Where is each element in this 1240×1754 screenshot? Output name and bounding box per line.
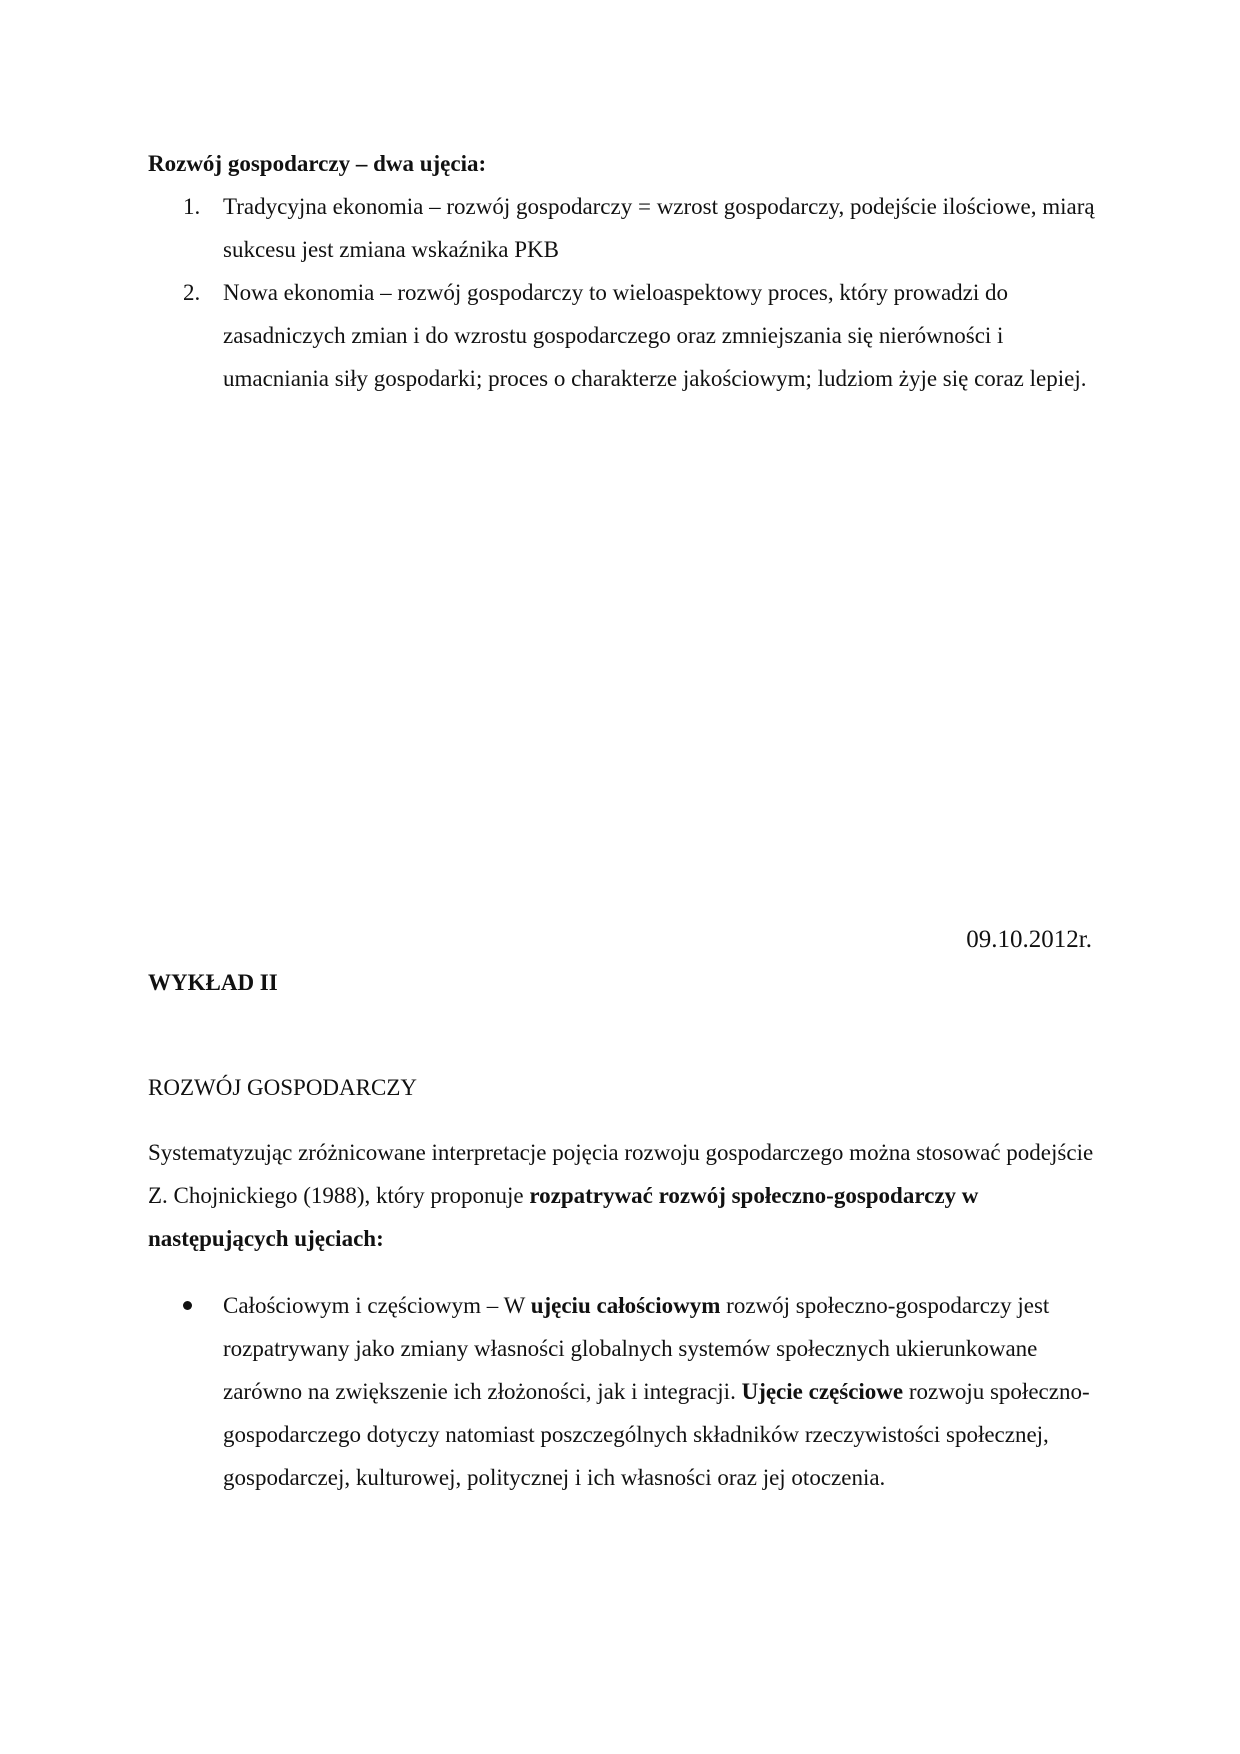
- lecture-title: WYKŁAD II: [148, 970, 278, 995]
- list-item-lead: Nowa ekonomia: [223, 280, 375, 305]
- list-item-text: – rozwój gospodarczy to wieloaspektowy proces, który prowadzi do zasadniczych zmian i do wzrostu gospodarczego oraz zmniejszania się nierówności i umacniania siły gospodarki; proces o charakterze jakościowym; ludziom żyje się coraz lepiej.: [223, 280, 1087, 391]
- intro-text: Systematyzując zróżnicowane interpretacje pojęcia rozwoju gospodarczego można stosować podejście Z. Chojnickiego (1988), który proponuje: [148, 1140, 1094, 1208]
- list-number: 2.: [183, 280, 201, 305]
- section-heading: Rozwój gospodarczy – dwa ujęcia:: [148, 151, 487, 176]
- section-economic-development-approaches: [148, 142, 1098, 400]
- bullet-text-part: Całościowym i częściowym – W: [223, 1293, 531, 1318]
- list-item: [148, 185, 1098, 271]
- intro-paragraph: [148, 1131, 1098, 1260]
- bullet-dot-icon: [183, 1301, 192, 1310]
- list-item: [148, 271, 1098, 400]
- intro-bold-text: rozpatrywać rozwój społeczno-gospodarczy w następujących ujęciach:: [148, 1183, 979, 1251]
- list-item-text: – rozwój gospodarczy = wzrost gospodarczy, podejście ilościowe, miarą sukcesu jest zmiana wskaźnika PKB: [223, 194, 1095, 262]
- bullet-text-part: rozwoju społeczno-gospodarczego dotyczy natomiast poszczególnych składników rzeczywistości społecznej, gospodarczej, kulturowej, politycznej i ich własności oraz jej otoczenia.: [223, 1379, 1090, 1490]
- bullet-item: [148, 1284, 1098, 1499]
- numbered-list: [148, 185, 1098, 400]
- lecture-date: 09.10.2012r.: [966, 926, 1092, 953]
- bullet-bold-term: ujęciu całościowym: [530, 1293, 721, 1318]
- bullet-list: [148, 1284, 1098, 1499]
- list-number: 1.: [183, 194, 201, 219]
- list-item-lead: Tradycyjna ekonomia: [223, 194, 424, 219]
- bullet-text-part: rozwój społeczno-gospodarczy jest rozpatrywany jako zmiany własności globalnych systemów społecznych ukierunkowane zarówno na zwiększenie ich złożoności, jak i integracji.: [223, 1293, 1050, 1404]
- bullet-bold-term: Ujęcie częściowe: [741, 1379, 904, 1404]
- section-title: ROZWÓJ GOSPODARCZY: [148, 1075, 417, 1100]
